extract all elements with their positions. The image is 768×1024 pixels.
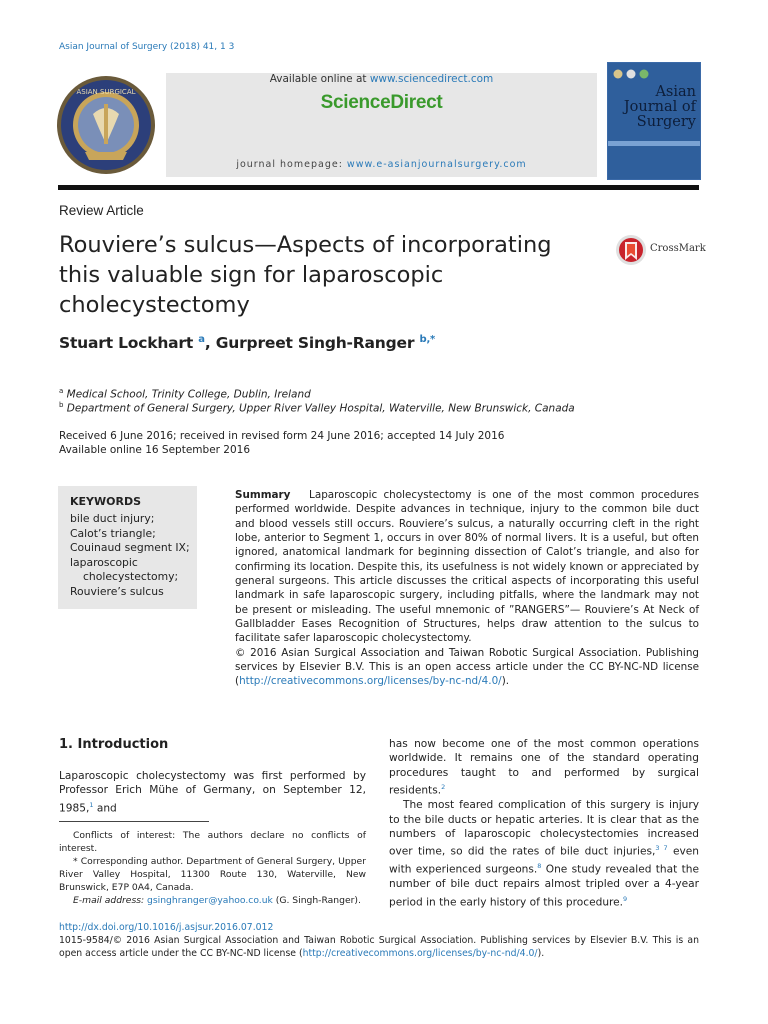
paragraph <box>389 798 699 909</box>
conflicts-note: Conflicts of interest: The authors declare no conflicts of interest. <box>59 830 366 854</box>
author-separator: , <box>204 334 216 353</box>
available-date: Available online 16 September 2016 <box>59 444 251 456</box>
intro-left-column <box>59 769 366 816</box>
email-link[interactable]: gsinghranger@yahoo.co.uk <box>147 895 273 906</box>
email-name: (G. Singh-Ranger). <box>272 895 361 906</box>
crossmark-button[interactable] <box>614 234 704 266</box>
logo-lettering: ASIAN SURGICAL <box>76 88 136 96</box>
abstract <box>235 488 699 689</box>
crossmark-label: CrossMark <box>650 243 706 254</box>
reference-link[interactable]: 9 <box>623 894 628 903</box>
footnotes <box>59 829 366 907</box>
doi-link[interactable]: http://dx.doi.org/10.1016/j.asjsur.2016.07.012 <box>59 922 274 933</box>
available-online <box>166 73 597 85</box>
issn-text: 1015-9584/© 2016 Asian Surgical Association and Taiwan Robotic Surgical Association. Publishing services by Elsevier B.V. This is an open access article under the CC BY-NC-ND license ( <box>59 935 699 959</box>
article-title: Rouviere’s sulcus—Aspects of incorporating this valuable sign for laparoscopic cholecystectomy <box>59 232 552 318</box>
available-prefix: Available online at <box>269 73 370 85</box>
issn-copyright <box>59 935 699 960</box>
footer-license-link[interactable]: http://creativecommons.org/licenses/by-nc-nd/4.0/ <box>302 947 538 959</box>
email-note <box>59 894 366 907</box>
intro-text-end: and <box>93 802 117 815</box>
affiliation-a <box>59 387 311 401</box>
affil-a-text: Medical School, Trinity College, Dublin, Ireland <box>63 388 311 401</box>
article-type: Review Article <box>59 203 144 218</box>
email-label: E-mail address: <box>73 895 145 906</box>
paragraph-text: even with experienced surgeons. <box>389 845 700 876</box>
sciencedirect-banner <box>166 73 597 177</box>
reference-link[interactable]: 3 7 <box>655 844 668 853</box>
keyword: bile duct injury; <box>70 512 155 525</box>
affil-a-marker: a <box>59 387 64 395</box>
abstract-text: Laparoscopic cholecystectomy is one of the most common procedures performed worldwide. Despite advances in technique, injury to the common bile duct and blood vessels still occurs. Rouviere’s sulcus, a naturally occurring cleft in the right lobe, anterior to Segment 1, occurs in over 80% of normal livers. It is a useful, but often ignored, anatomical landmark for beginning dissection of Calot’s triangle, and also for confirming its location. Despite this, its usefulness is not widely known or appreciated by general surgeons. This article discusses the critical aspects of incorporating this useful landmark in safe laparoscopic surgery, including pitfalls, where the landmark may not be present or misleading. The useful mnemonic of ”RANGERS”— Rouviere’s At Neck of Gallbladder Eases Recognition of Structures, helps draw attention to the sulcus to facilitate safer laparoscopic cholecystectomy. <box>235 489 699 645</box>
journal-homepage-link[interactable]: www.e-asianjournalsurgery.com <box>346 159 527 170</box>
affil-b-marker: b <box>59 401 64 409</box>
keyword: laparoscopic <box>70 555 138 569</box>
issn-end: ). <box>537 947 545 959</box>
cover-title: Asian Journal of Surgery <box>623 84 696 130</box>
license-link[interactable]: http://creativecommons.org/licenses/by-nc-nd/4.0/ <box>239 675 502 688</box>
intro-right-column <box>389 737 699 910</box>
keywords-title: KEYWORDS <box>70 495 142 508</box>
header-rule <box>58 185 699 190</box>
abstract-label: Summary <box>235 489 291 501</box>
homepage-prefix: journal homepage: <box>236 159 347 170</box>
reference-link[interactable]: 1 <box>89 800 94 809</box>
sciencedirect-wordmark: ScienceDirect <box>320 92 443 113</box>
reference-link[interactable]: 2 <box>441 783 446 792</box>
section-heading: 1. Introduction <box>59 737 169 752</box>
keyword: cholecystectomy; <box>83 570 179 584</box>
affiliation-b <box>59 401 575 415</box>
paragraph <box>389 737 699 798</box>
author-1: Stuart Lockhart <box>59 334 194 353</box>
intro-text: Laparoscopic cholecystectomy was first performed by Professor Erich Mühe of Germany, on September 12, 1985, <box>59 770 366 815</box>
journal-cover <box>607 62 701 180</box>
journal-citation: Asian Journal of Surgery (2018) 41, 1 3 <box>59 42 235 52</box>
journal-homepage <box>166 159 597 170</box>
society-logo <box>55 74 157 176</box>
keywords-list <box>70 512 190 600</box>
paragraph-text: The most feared complication of this surgery is injury to the bile ducts or hepatic arteries. It is clear that as the numbers of laparoscopic cholecystectomies increased over time, so did the rates of bile duct injuries, <box>389 799 699 858</box>
keyword: Calot’s triangle; <box>70 526 156 540</box>
corresponding-note: * Corresponding author. Department of General Surgery, Upper River Valley Hospital, 11300 Route 130, Waterville, New Brunswick, E7P 0A4, Canada. <box>59 856 366 893</box>
sciencedirect-link[interactable]: www.sciencedirect.com <box>369 73 494 85</box>
paragraph-text: has now become one of the most common operations worldwide. It remains one of the standard operating procedures taught to and performed by surgical residents. <box>389 738 699 797</box>
footnote-rule <box>59 821 209 822</box>
author-2: Gurpreet Singh-Ranger <box>215 334 415 353</box>
author-1-affil[interactable]: a <box>198 334 205 345</box>
keywords-box <box>58 486 197 609</box>
paragraph-text: One study revealed that the number of bile duct repairs almost tripled over a 4-year period in the early history of this procedure. <box>389 863 699 909</box>
affil-b-text: Department of General Surgery, Upper River Valley Hospital, Waterville, New Brunswick, Canada <box>63 402 575 415</box>
keyword: Couinaud segment IX; <box>70 541 190 555</box>
copyright-end: ). <box>501 675 510 688</box>
reference-link[interactable]: 8 <box>537 862 542 871</box>
author-2-affil[interactable]: b,* <box>419 334 436 345</box>
cover-band <box>608 141 700 146</box>
received-dates: Received 6 June 2016; received in revised form 24 June 2016; accepted 14 July 2016 <box>59 430 505 442</box>
cover-emblems-icon <box>612 67 652 81</box>
keyword: Rouviere’s sulcus <box>70 584 164 598</box>
authors <box>59 334 435 352</box>
abstract-copyright: © 2016 Asian Surgical Association and Taiwan Robotic Surgical Association. Publishing services by Elsevier B.V. This is an open access article under the CC BY-NC-ND license ( <box>235 646 699 688</box>
